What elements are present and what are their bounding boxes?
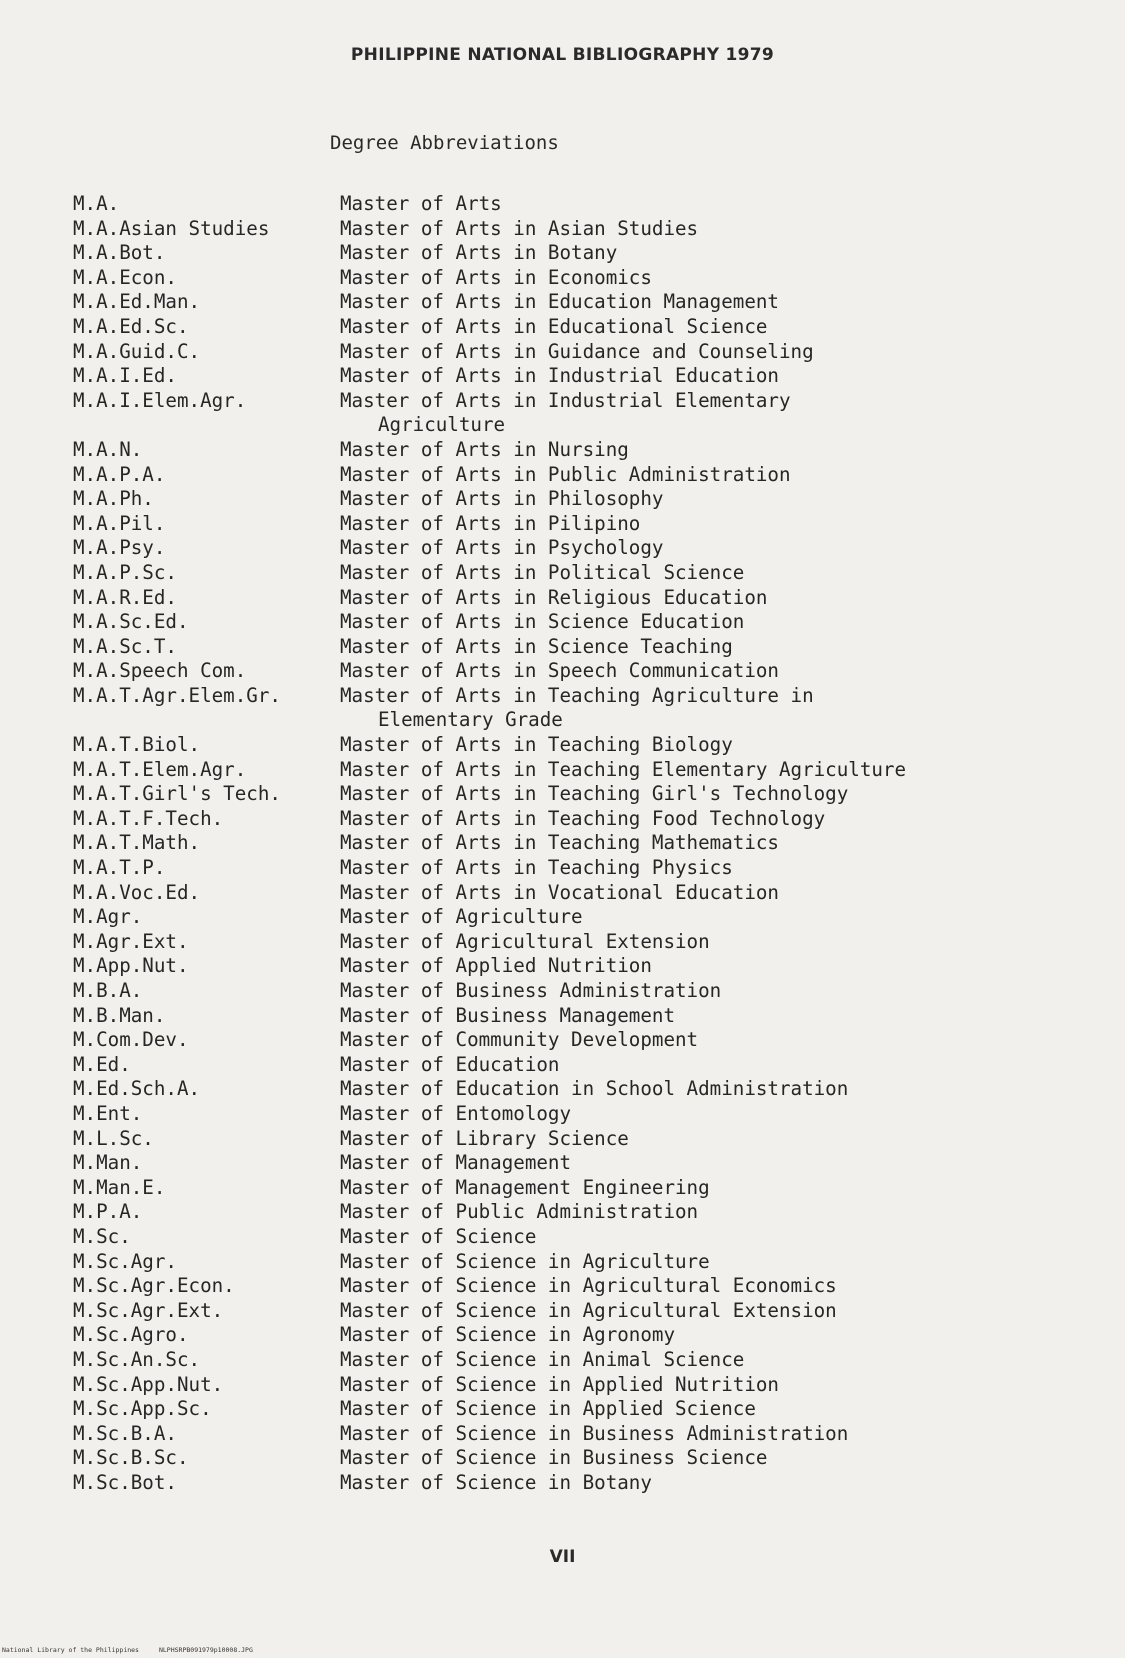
abbreviation: M.A.I.Elem.Agr.	[73, 388, 247, 412]
degree-name: Master of Arts in Guidance and Counseling	[340, 339, 814, 363]
degree-name: Master of Arts in Teaching Elementary Agriculture	[340, 757, 907, 781]
page-number: VII	[549, 1547, 576, 1567]
abbreviation: M.A.Ed.Sc.	[73, 314, 189, 338]
footer-file: NLPHSRPB091979p10008.JPG	[158, 1646, 253, 1654]
abbreviation-entry	[73, 290, 1073, 315]
degree-name: Master of Arts in Pilipino	[340, 511, 641, 535]
scan-footer	[2, 1646, 253, 1654]
abbreviation: M.Man.	[73, 1151, 143, 1175]
degree-name: Master of Arts	[340, 192, 502, 215]
degree-name: Master of Arts in Religious Education	[340, 585, 768, 609]
abbreviation-entry	[73, 364, 1073, 389]
abbreviation: M.Ed.	[73, 1052, 131, 1076]
abbreviation: M.Ed.Sch.A.	[73, 1077, 201, 1101]
abbreviation: M.Sc.Agr.Econ.	[73, 1274, 235, 1298]
degree-name: Master of Arts in Teaching Mathematics	[340, 831, 779, 855]
abbreviation-entry	[73, 1151, 1073, 1176]
degree-name: Master of Management	[340, 1151, 572, 1175]
abbreviation: M.A.T.Girl's Tech.	[73, 782, 281, 806]
abbreviation: M.Sc.Agro.	[73, 1323, 189, 1347]
abbreviation: M.Sc.App.Sc.	[73, 1397, 212, 1421]
degree-name: Master of Arts in Science Teaching	[340, 634, 733, 658]
abbreviation-entry	[73, 463, 1073, 488]
degree-name: Master of Arts in Industrial Elementary	[340, 388, 791, 412]
abbreviation: M.A.T.Elem.Agr.	[73, 757, 247, 781]
abbreviation-entry	[73, 586, 1073, 611]
degree-name: Master of Science in Business Administration	[340, 1421, 849, 1445]
abbreviation: M.B.A.	[73, 979, 143, 1002]
abbreviation-list	[73, 192, 1073, 1495]
page-header: PHILIPPINE NATIONAL BIBLIOGRAPHY 1979	[350, 45, 775, 65]
abbreviation: M.Sc.B.A.	[73, 1421, 177, 1445]
degree-name: Master of Community Development	[340, 1028, 699, 1052]
abbreviation: M.A.Speech Com.	[73, 659, 247, 683]
abbreviation: M.Man.E.	[73, 1175, 166, 1199]
footer-library: National Library of the Philippines	[2, 1646, 139, 1654]
degree-name: Master of Arts in Vocational Education	[340, 880, 779, 904]
abbreviation: M.A.P.A.	[73, 462, 166, 486]
abbreviation: M.A.Ph.	[73, 487, 154, 511]
degree-name: Master of Education	[340, 1052, 560, 1076]
abbreviation: M.A.Bot.	[73, 241, 166, 265]
abbreviation-entry-continuation	[73, 708, 1073, 733]
abbreviation-entry	[73, 930, 1073, 955]
abbreviation-entry	[73, 1053, 1073, 1078]
degree-name-continuation: Elementary Grade	[378, 708, 563, 732]
degree-name: Master of Science in Business Science	[340, 1446, 768, 1470]
degree-name: Master of Public Administration	[340, 1200, 699, 1224]
abbreviation: M.A.Psy.	[73, 536, 166, 560]
degree-name: Master of Arts in Teaching Girl's Technology	[340, 782, 849, 806]
degree-name: Master of Science in Agricultural Economics	[340, 1274, 837, 1298]
abbreviation-entry	[73, 1176, 1073, 1201]
abbreviation: M.Ent.	[73, 1101, 143, 1125]
degree-name: Master of Science in Agricultural Extension	[340, 1298, 837, 1322]
abbreviation-entry	[73, 635, 1073, 660]
degree-name: Master of Arts in Teaching Physics	[340, 856, 733, 880]
abbreviation: M.Sc.	[73, 1224, 131, 1248]
abbreviation-entry	[73, 487, 1073, 512]
abbreviation-entry	[73, 905, 1073, 930]
abbreviation-entry	[73, 1250, 1073, 1275]
abbreviation-entry	[73, 1225, 1073, 1250]
abbreviation-entry	[73, 1348, 1073, 1373]
abbreviation-entry	[73, 1102, 1073, 1127]
abbreviation-entry	[73, 1397, 1073, 1422]
degree-name: Master of Management Engineering	[340, 1175, 710, 1199]
abbreviation: M.A.I.Ed.	[73, 364, 177, 388]
degree-name: Master of Science in Applied Nutrition	[340, 1372, 779, 1396]
abbreviation-entry	[73, 192, 1073, 217]
abbreviation-entry	[73, 389, 1073, 414]
degree-name: Master of Science in Agronomy	[340, 1323, 676, 1347]
abbreviation-entry	[73, 1471, 1073, 1496]
abbreviation-entry-continuation	[73, 413, 1073, 438]
abbreviation: M.A.N.	[73, 437, 143, 461]
abbreviation: M.A.Voc.Ed.	[73, 880, 201, 904]
degree-name: Master of Agriculture	[340, 905, 583, 929]
abbreviation: M.Com.Dev.	[73, 1028, 189, 1052]
abbreviation: M.Sc.An.Sc.	[73, 1347, 201, 1371]
abbreviation-entry	[73, 340, 1073, 365]
degree-name: Master of Arts in Science Education	[340, 610, 745, 634]
degree-name: Master of Arts in Nursing	[340, 437, 629, 461]
degree-name: Master of Arts in Philosophy	[340, 487, 664, 511]
abbreviation: M.A.R.Ed.	[73, 585, 177, 609]
degree-name: Master of Arts in Teaching Food Technology	[340, 806, 826, 830]
degree-name: Master of Arts in Psychology	[340, 536, 664, 560]
continuation-spacer	[73, 708, 340, 733]
abbreviation: M.A.Sc.T.	[73, 634, 177, 658]
degree-name: Master of Science	[340, 1224, 537, 1248]
abbreviation-entry	[73, 1422, 1073, 1447]
section-title: Degree Abbreviations	[330, 132, 559, 154]
degree-name: Master of Business Administration	[340, 979, 722, 1002]
degree-name: Master of Arts in Economics	[340, 265, 652, 289]
degree-name: Master of Arts in Industrial Education	[340, 364, 779, 388]
abbreviation: M.A.Econ.	[73, 265, 177, 289]
abbreviation-entry	[73, 1200, 1073, 1225]
degree-name: Master of Science in Animal Science	[340, 1347, 745, 1371]
abbreviation-entry	[73, 856, 1073, 881]
abbreviation: M.P.A.	[73, 1200, 143, 1224]
abbreviation-entry	[73, 1274, 1073, 1299]
abbreviation-entry	[73, 659, 1073, 684]
degree-name: Master of Agricultural Extension	[340, 929, 710, 953]
abbreviation: M.Agr.Ext.	[73, 929, 189, 953]
abbreviation-entry	[73, 881, 1073, 906]
abbreviation: M.A.Asian Studies	[73, 216, 270, 240]
degree-name: Master of Arts in Education Management	[340, 290, 779, 314]
abbreviation-entry	[73, 315, 1073, 340]
abbreviation-entry	[73, 831, 1073, 856]
abbreviation-entry	[73, 217, 1073, 242]
abbreviation-entry	[73, 512, 1073, 537]
abbreviation: M.A.T.Agr.Elem.Gr.	[73, 683, 281, 707]
abbreviation-entry	[73, 266, 1073, 291]
abbreviation: M.B.Man.	[73, 1003, 166, 1027]
degree-name: Master of Arts in Teaching Agriculture in	[340, 683, 814, 707]
degree-name-continuation: Agriculture	[378, 413, 506, 437]
abbreviation: M.A.Sc.Ed.	[73, 610, 189, 634]
degree-name: Master of Arts in Political Science	[340, 560, 745, 584]
abbreviation: M.Sc.Agr.	[73, 1249, 177, 1273]
degree-name: Master of Science in Botany	[340, 1470, 652, 1494]
abbreviation: M.A.T.F.Tech.	[73, 806, 224, 830]
abbreviation: M.A.Guid.C.	[73, 339, 201, 363]
degree-name: Master of Applied Nutrition	[340, 954, 652, 978]
abbreviation: M.A.P.Sc.	[73, 560, 177, 584]
abbreviation-entry	[73, 1299, 1073, 1324]
abbreviation-entry	[73, 758, 1073, 783]
degree-name: Master of Arts in Speech Communication	[340, 659, 779, 683]
degree-name: Master of Science in Agriculture	[340, 1249, 710, 1273]
abbreviation: M.A.T.P.	[73, 856, 166, 880]
abbreviation-entry	[73, 561, 1073, 586]
degree-name: Master of Arts in Teaching Biology	[340, 733, 733, 757]
abbreviation-entry	[73, 1077, 1073, 1102]
abbreviation-entry	[73, 438, 1073, 463]
abbreviation: M.Agr.	[73, 905, 143, 929]
abbreviation: M.Sc.Agr.Ext.	[73, 1298, 224, 1322]
continuation-spacer	[73, 413, 340, 438]
abbreviation-entry	[73, 807, 1073, 832]
degree-name: Master of Entomology	[340, 1101, 572, 1125]
abbreviation: M.Sc.Bot.	[73, 1470, 177, 1494]
degree-name: Master of Arts in Public Administration	[340, 462, 791, 486]
abbreviation-entry	[73, 610, 1073, 635]
abbreviation-entry	[73, 684, 1073, 709]
degree-name: Master of Arts in Educational Science	[340, 314, 768, 338]
abbreviation-entry	[73, 954, 1073, 979]
abbreviation-entry	[73, 782, 1073, 807]
abbreviation-entry	[73, 241, 1073, 266]
abbreviation-entry	[73, 733, 1073, 758]
degree-name: Master of Arts in Botany	[340, 241, 618, 265]
abbreviation: M.A.Pil.	[73, 511, 166, 535]
abbreviation: M.A.T.Math.	[73, 831, 201, 855]
abbreviation: M.A.	[73, 192, 120, 215]
degree-name: Master of Science in Applied Science	[340, 1397, 756, 1421]
abbreviation-entry	[73, 1373, 1073, 1398]
abbreviation-entry	[73, 979, 1073, 1004]
abbreviation-entry	[73, 1446, 1073, 1471]
abbreviation-entry	[73, 1127, 1073, 1152]
abbreviation: M.Sc.App.Nut.	[73, 1372, 224, 1396]
abbreviation: M.A.Ed.Man.	[73, 290, 201, 314]
degree-name: Master of Library Science	[340, 1126, 629, 1150]
degree-name: Master of Arts in Asian Studies	[340, 216, 699, 240]
abbreviation-entry	[73, 1004, 1073, 1029]
abbreviation: M.Sc.B.Sc.	[73, 1446, 189, 1470]
abbreviation: M.App.Nut.	[73, 954, 189, 978]
abbreviation: M.L.Sc.	[73, 1126, 154, 1150]
abbreviation-entry	[73, 1323, 1073, 1348]
degree-name: Master of Business Management	[340, 1003, 676, 1027]
degree-name: Master of Education in School Administration	[340, 1077, 849, 1101]
abbreviation: M.A.T.Biol.	[73, 733, 201, 757]
abbreviation-entry	[73, 536, 1073, 561]
abbreviation-entry	[73, 1028, 1073, 1053]
